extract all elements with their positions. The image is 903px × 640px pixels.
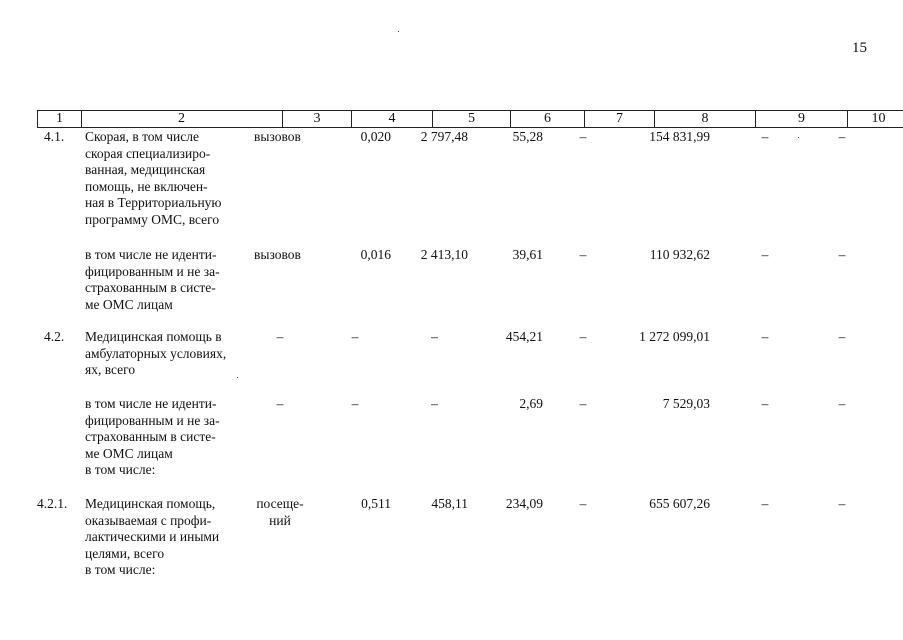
description-line: в том числе: — [85, 462, 156, 477]
row-col7: – — [579, 496, 587, 511]
header-cell-5: 5 — [433, 110, 511, 128]
header-cell-8: 8 — [655, 110, 756, 128]
row-col4: 0,020 — [360, 129, 391, 144]
description-line: страхованным в систе- — [85, 429, 216, 444]
description-line: страхованным в систе- — [85, 280, 216, 295]
description-line: Медицинская помощь в — [85, 329, 222, 344]
description-line: в том числе не иденти- — [85, 396, 217, 411]
row-col7: – — [579, 247, 587, 262]
page-number: 15 — [852, 40, 867, 56]
row-col6: 2,69 — [519, 396, 543, 411]
description-line: ме ОМС лицам — [85, 445, 173, 461]
row-col5: 2 797,48 — [420, 129, 468, 144]
row-col4: 0,511 — [361, 496, 391, 511]
row-col8: 154 831,99 — [649, 129, 710, 144]
row-col6: 454,21 — [505, 329, 543, 344]
description-line: ванная, медицинская — [85, 162, 206, 177]
header-cell-10: 10 — [848, 110, 903, 128]
header-cell-6: 6 — [511, 110, 585, 128]
row-unit: вызовов — [254, 247, 301, 262]
row-description — [85, 496, 238, 579]
header-cell-4: 4 — [352, 110, 433, 128]
row-col7: – — [579, 129, 587, 144]
row-col5: 458,11 — [431, 496, 468, 511]
row-col10: – — [838, 396, 846, 411]
row-unit: – — [276, 396, 284, 411]
row-col4: – — [351, 396, 359, 411]
row-unit: – — [276, 329, 284, 344]
table-header-row — [37, 110, 886, 128]
description-line: Медицинская помощь, — [85, 496, 216, 511]
scan-speck — [237, 377, 238, 378]
description-line: оказываемая с профи- — [85, 512, 212, 528]
row-col10: – — [838, 329, 846, 344]
row-col6: 39,61 — [512, 247, 543, 262]
row-col10: – — [838, 129, 846, 144]
row-col6: 55,28 — [512, 129, 543, 144]
description-line: ях, всего — [85, 362, 136, 377]
header-cell-3: 3 — [283, 110, 352, 128]
row-description — [85, 247, 238, 313]
row-col9: – — [761, 247, 769, 262]
description-line: Скорая, в том числе — [85, 129, 199, 144]
row-description — [85, 329, 238, 379]
description-line: ная в Территориальную — [85, 195, 222, 210]
row-col9: – — [761, 329, 769, 344]
description-line: помощь, не включен- — [85, 178, 208, 194]
description-line: программу ОМС, всего — [85, 211, 220, 227]
description-line: лактическими и иными — [85, 529, 220, 544]
row-col9: – — [761, 396, 769, 411]
unit-line: посеще- — [256, 496, 304, 511]
scan-speck — [398, 31, 399, 32]
row-code: 4.2. — [44, 329, 65, 344]
description-line: целями, всего — [85, 545, 165, 561]
row-col8: 1 272 099,01 — [639, 329, 710, 344]
row-col5: – — [431, 396, 438, 411]
row-col7: – — [579, 396, 587, 411]
row-unit — [246, 496, 314, 529]
row-description — [85, 396, 238, 479]
scan-speck — [798, 137, 799, 138]
description-line: амбулаторных условиях, — [85, 345, 227, 361]
description-line: фицированным и не за- — [85, 263, 220, 279]
row-col4: 0,016 — [360, 247, 391, 262]
description-line: в том числе: — [85, 562, 156, 577]
row-col10: – — [838, 496, 846, 511]
row-col8: 7 529,03 — [662, 396, 710, 411]
description-line: в том числе не иденти- — [85, 247, 217, 262]
row-col8: 110 932,62 — [649, 247, 710, 262]
description-line: фицированным и не за- — [85, 412, 220, 428]
row-col6: 234,09 — [505, 496, 543, 511]
row-col10: – — [838, 247, 846, 262]
row-col9: – — [761, 496, 769, 511]
row-description — [85, 129, 238, 228]
description-line: ме ОМС лицам — [85, 296, 173, 312]
header-cell-1: 1 — [37, 110, 82, 128]
row-col7: – — [579, 329, 587, 344]
row-col9: – — [761, 129, 769, 144]
row-col5: – — [431, 329, 438, 344]
description-line: скорая специализиро- — [85, 145, 211, 161]
row-col8: 655 607,26 — [649, 496, 710, 511]
row-col4: – — [351, 329, 359, 344]
header-cell-9: 9 — [756, 110, 848, 128]
row-code: 4.1. — [44, 129, 65, 144]
row-unit: вызовов — [254, 129, 301, 144]
row-col5: 2 413,10 — [420, 247, 468, 262]
header-cell-2: 2 — [81, 110, 283, 128]
row-code: 4.2.1. — [37, 496, 68, 511]
header-cell-7: 7 — [585, 110, 655, 128]
unit-line: ний — [269, 512, 291, 528]
